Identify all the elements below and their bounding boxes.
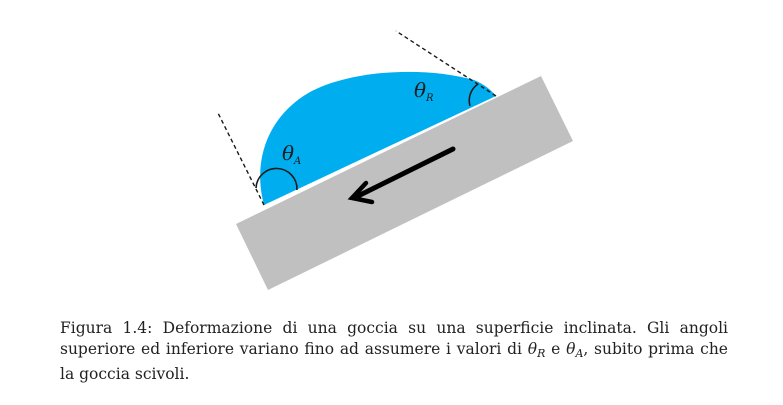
theta-r-subscript: R <box>537 347 546 360</box>
caption-suffix: , subito prima che la goccia scivoli. <box>60 340 728 383</box>
caption-text: Figura 1.4: Deformazione di una goccia su una superficie inclinata. Gli angoli superiore ed inferiore variano fino ad assumere i valori di <box>60 319 728 358</box>
figure-caption <box>60 318 728 385</box>
theta-a-subscript: A <box>575 347 584 360</box>
theta-a-symbol: θ <box>566 340 576 358</box>
theta-a-label: $\theta_A$ <box>282 141 302 167</box>
advancing-tangent-line <box>218 113 264 205</box>
theta-r-symbol: θ <box>527 340 538 358</box>
theta-r-label: $\theta_R$ <box>414 78 434 104</box>
caption-joiner: e <box>551 340 561 358</box>
